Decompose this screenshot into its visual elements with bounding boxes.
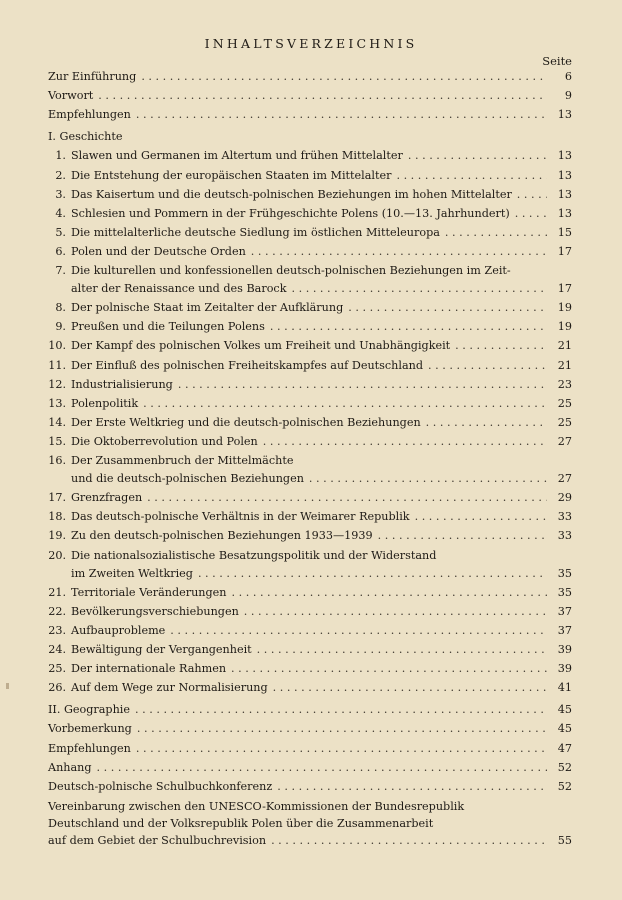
entry-title: Die mittelalterliche deutsche Siedlung im östlichen Mitteleuropa <box>71 225 440 239</box>
page-column-label: Seite <box>542 54 572 68</box>
entry-page: 47 <box>557 741 572 755</box>
entry-page: 27 <box>557 434 572 448</box>
toc-entry-continuation <box>71 280 572 298</box>
entry-number: 13. <box>48 396 66 410</box>
entry-page: 55 <box>557 834 572 847</box>
entry-number: 3. <box>55 187 66 201</box>
entry-page: 33 <box>557 510 572 524</box>
dot-leader <box>455 337 547 355</box>
toc-entry-continuation <box>71 565 572 583</box>
toc-entry <box>48 660 572 678</box>
entry-title: Deutsch-polnische Schulbuchkonferenz <box>48 779 273 793</box>
entry-title: Auf dem Wege zur Normalisierung <box>71 681 268 695</box>
dot-leader <box>141 68 547 86</box>
entry-number: 9. <box>55 320 66 334</box>
dot-leader <box>251 243 547 261</box>
toc-entry-continuation <box>48 832 572 850</box>
toc-entry <box>48 641 572 659</box>
entry-page: 9 <box>564 89 572 103</box>
paper-blemish <box>6 683 9 689</box>
entry-page: 13 <box>557 187 572 201</box>
entry-title: Der Zusammenbruch der Mittelmächte <box>71 454 294 467</box>
toc-entry <box>48 299 572 317</box>
entry-title: Das deutsch-polnische Verhältnis in der Weimarer Republik <box>71 510 410 524</box>
dot-leader <box>415 508 547 526</box>
dot-leader <box>137 720 547 738</box>
toc-entry <box>48 318 572 336</box>
entry-title: Der Erste Weltkrieg und die deutsch-polnischen Beziehungen <box>71 415 421 429</box>
entry-title: Zur Einführung <box>48 70 137 83</box>
toc-entry <box>48 167 572 185</box>
dot-leader <box>271 832 547 850</box>
toc-entry <box>48 584 572 602</box>
dot-leader <box>309 470 547 488</box>
toc-entry <box>48 87 572 105</box>
entry-title: Industrialisierung <box>71 377 173 391</box>
entry-title: Zu den deutsch-polnischen Beziehungen 1933—1939 <box>71 529 373 543</box>
dot-leader <box>143 395 547 413</box>
entry-number: 11. <box>48 358 66 372</box>
entry-title: Polen und der Deutsche Orden <box>71 244 246 258</box>
entry-title: alter der Renaissance und des Barock <box>71 282 287 296</box>
toc-entry <box>48 224 572 242</box>
entry-title: Der polnische Staat im Zeitalter der Aufklärung <box>71 301 344 315</box>
toc-entry <box>48 622 572 640</box>
entry-title: und die deutsch-polnischen Beziehungen <box>71 472 304 486</box>
entry-page: 25 <box>557 396 572 410</box>
entry-title: Territoriale Veränderungen <box>71 585 227 599</box>
dot-leader <box>270 318 547 336</box>
entry-title: Vorbemerkung <box>48 722 132 736</box>
dot-leader <box>170 622 547 640</box>
toc-entry <box>48 489 572 507</box>
entry-page: 39 <box>557 662 572 676</box>
entry-number: 19. <box>48 529 66 543</box>
entry-number: 15. <box>48 434 66 448</box>
dot-leader <box>445 224 547 242</box>
entry-page: 6 <box>564 70 572 83</box>
entry-title: Die Oktoberrevolution und Polen <box>71 434 258 448</box>
dot-leader <box>135 701 547 719</box>
dot-leader <box>277 778 547 796</box>
entry-title: Bewältigung der Vergangenheit <box>71 643 252 656</box>
entry-page: 52 <box>557 779 572 793</box>
toc-entry <box>48 701 572 719</box>
dot-leader <box>517 186 547 204</box>
toc-entry <box>48 527 572 545</box>
entry-number: 1. <box>55 149 66 163</box>
entry-page: 37 <box>557 623 572 637</box>
entry-number: 24. <box>48 643 66 656</box>
entry-title: Die kulturellen und konfessionellen deutsch-polnischen Beziehungen im Zeit- <box>71 264 511 277</box>
dot-leader <box>136 740 547 758</box>
entry-page: 23 <box>557 377 572 391</box>
dot-leader <box>257 641 547 659</box>
entry-number: 10. <box>48 339 66 353</box>
toc-entry <box>48 147 572 165</box>
toc-entry <box>48 262 572 280</box>
entry-title: Schlesien und Pommern in der Frühgeschichte Polens (10.—13. Jahrhundert) <box>71 206 510 220</box>
entry-page: 15 <box>557 225 572 239</box>
entry-title: Grenzfragen <box>71 491 143 505</box>
dot-leader <box>396 167 547 185</box>
entry-title: Der internationale Rahmen <box>71 662 227 676</box>
toc-entry <box>48 68 572 86</box>
toc-entry <box>48 205 572 223</box>
dot-leader <box>428 357 547 375</box>
entry-title: Das Kaisertum und die deutsch-polnischen Beziehungen im hohen Mittelalter <box>71 187 512 201</box>
entry-title: Preußen und die Teilungen Polens <box>71 320 265 334</box>
entry-page: 52 <box>557 760 572 774</box>
toc-entry-continuation <box>71 470 572 488</box>
dot-leader <box>232 584 548 602</box>
entry-page: 17 <box>557 244 572 258</box>
page-title: INHALTSVERZEICHNIS <box>204 36 418 51</box>
entry-page: 13 <box>557 168 572 182</box>
toc-entry <box>48 452 572 470</box>
entry-number: 4. <box>55 206 66 220</box>
toc-entry <box>48 357 572 375</box>
dot-leader <box>408 147 547 165</box>
toc-entry <box>48 720 572 738</box>
dot-leader <box>136 106 547 124</box>
dot-leader <box>198 565 547 583</box>
dot-leader <box>244 603 547 621</box>
entry-number: 22. <box>48 604 66 618</box>
entry-number: 25. <box>48 662 66 676</box>
entry-title: Anhang <box>48 760 92 774</box>
entry-page: 33 <box>557 529 572 543</box>
entry-number: 2. <box>55 168 66 182</box>
entry-page: 37 <box>557 604 572 618</box>
dot-leader <box>97 759 547 777</box>
entry-number: 23. <box>48 623 66 637</box>
toc-entry <box>48 376 572 394</box>
entry-title: Vereinbarung zwischen den UNESCO-Kommissionen der Bundesrepublik <box>48 799 465 813</box>
entry-number: 12. <box>48 377 66 391</box>
dot-leader <box>231 660 547 678</box>
entry-page: 45 <box>557 722 572 736</box>
dot-leader <box>273 679 547 697</box>
entry-title: Der Einfluß des polnischen Freiheitskampfes auf Deutschland <box>71 358 423 372</box>
entry-page: 13 <box>557 108 572 122</box>
toc-entry <box>48 337 572 355</box>
entry-title: Empfehlungen <box>48 741 131 755</box>
entry-title: im Zweiten Weltkrieg <box>71 566 193 580</box>
toc-entry <box>48 679 572 697</box>
entry-title: II. Geographie <box>48 703 130 717</box>
entry-number: 6. <box>55 244 66 258</box>
entry-page: 25 <box>557 415 572 429</box>
entry-page: 19 <box>557 320 572 334</box>
entry-page: 21 <box>557 358 572 372</box>
entry-title: auf dem Gebiet der Schulbuchrevision <box>48 834 267 847</box>
entry-title: Deutschland und der Volksrepublik Polen über die Zusammenarbeit <box>48 816 434 830</box>
entry-page: 35 <box>557 585 572 599</box>
dot-leader <box>291 280 547 298</box>
dot-leader <box>178 376 547 394</box>
dot-leader <box>263 433 547 451</box>
entry-page: 13 <box>557 149 572 163</box>
toc-entry <box>48 798 572 816</box>
entry-title: Die Entstehung der europäischen Staaten im Mittelalter <box>71 168 392 182</box>
entry-page: 27 <box>557 472 572 486</box>
entry-title: Vorwort <box>48 89 94 103</box>
toc-entry <box>48 759 572 777</box>
entry-number: 8. <box>55 301 66 315</box>
entry-number: 5. <box>55 225 66 239</box>
entry-number: 26. <box>48 681 66 695</box>
toc-entry <box>48 243 572 261</box>
entry-page: 41 <box>557 681 572 695</box>
dot-leader <box>426 414 547 432</box>
entry-page: 17 <box>557 282 572 296</box>
entry-page: 21 <box>557 339 572 353</box>
entry-title: Der Kampf des polnischen Volkes um Freiheit und Unabhängigkeit <box>71 339 451 353</box>
entry-number: 16. <box>48 454 66 467</box>
toc-entry <box>48 547 572 565</box>
entry-number: 20. <box>48 548 66 562</box>
entry-page: 19 <box>557 301 572 315</box>
dot-leader <box>147 489 547 507</box>
entry-number: 17. <box>48 491 66 505</box>
entry-number: 21. <box>48 585 66 599</box>
dot-leader <box>98 87 547 105</box>
dot-leader <box>378 527 547 545</box>
dot-leader <box>515 205 547 223</box>
entry-page: 35 <box>557 566 572 580</box>
section-heading <box>48 128 572 146</box>
entry-title: Slawen und Germanen im Altertum und frühen Mittelalter <box>71 149 403 163</box>
entry-title: Polenpolitik <box>71 396 139 410</box>
toc-entry <box>48 740 572 758</box>
entry-number: 18. <box>48 510 66 524</box>
toc-entry <box>48 395 572 413</box>
entry-number: 14. <box>48 415 66 429</box>
entry-title: Aufbauprobleme <box>71 623 166 637</box>
entry-page: 39 <box>557 643 572 656</box>
entry-title: Bevölkerungsverschiebungen <box>71 604 239 618</box>
toc-entry-continuation <box>48 815 572 833</box>
entry-page: 45 <box>557 703 572 717</box>
entry-number: 7. <box>55 264 66 277</box>
toc-entry <box>48 508 572 526</box>
entry-title: Die nationalsozialistische Besatzungspolitik und der Widerstand <box>71 548 437 562</box>
entry-title: I. Geschichte <box>48 130 123 144</box>
toc-entry <box>48 603 572 621</box>
toc-entry <box>48 433 572 451</box>
toc-entry <box>48 778 572 796</box>
toc-entry <box>48 186 572 204</box>
toc-entry <box>48 414 572 432</box>
entry-page: 13 <box>557 206 572 220</box>
entry-page: 29 <box>557 491 572 505</box>
entry-title: Empfehlungen <box>48 108 131 122</box>
dot-leader <box>348 299 547 317</box>
toc-entry <box>48 106 572 124</box>
